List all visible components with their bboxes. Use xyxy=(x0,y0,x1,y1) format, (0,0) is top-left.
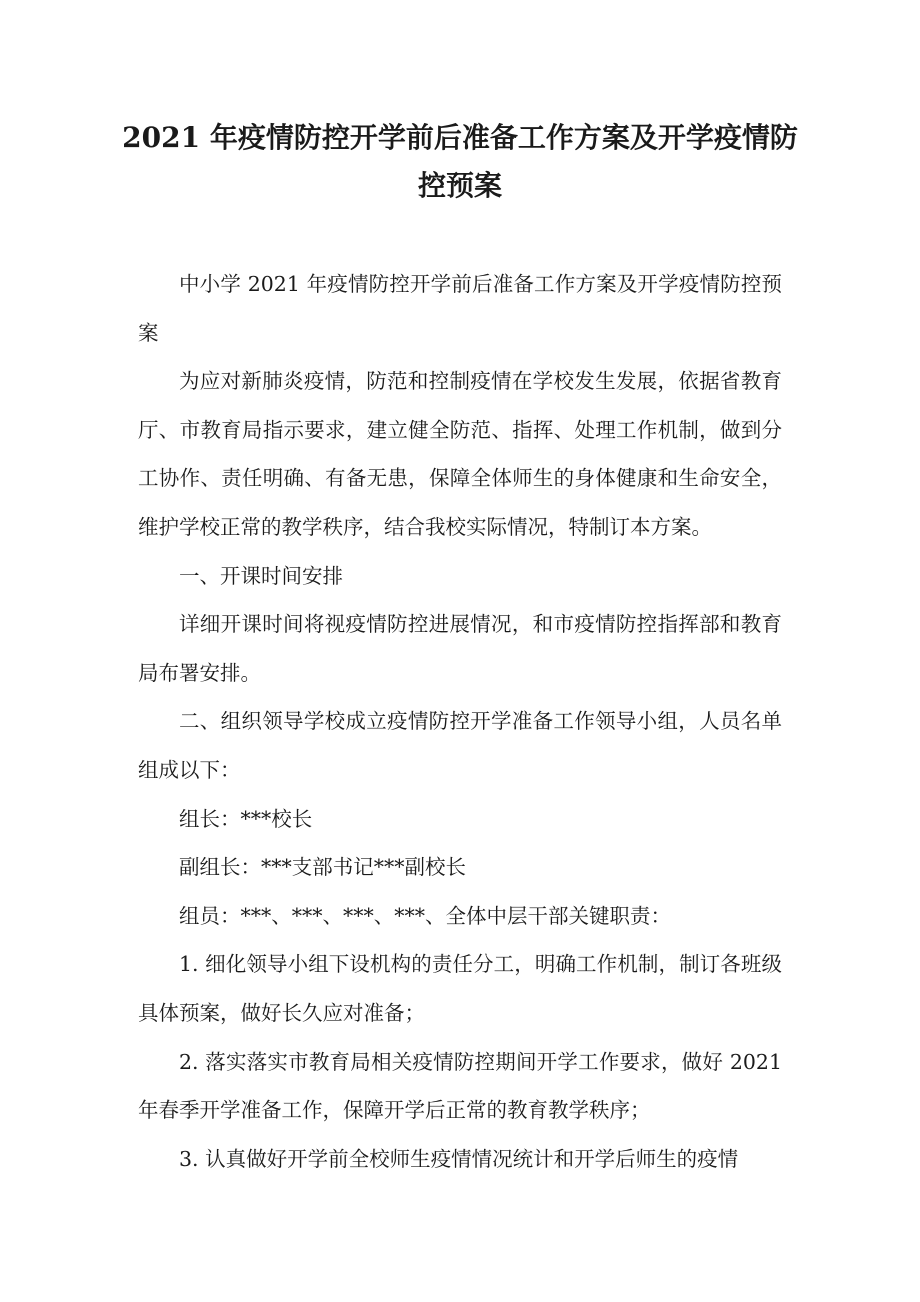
section-heading-schedule: 一、开课时间安排 xyxy=(179,563,343,588)
paragraph-duty-1: 1. 细化领导小组下设机构的责任分工，明确工作机制，制订各班级具体预案，做好长久应对准备； xyxy=(138,952,782,1025)
paragraph-leader: 组长：***校长 xyxy=(179,806,313,831)
paragraph-schedule: 详细开课时间将视疫情防控进展情况，和市疫情防控指挥部和教育局布署安排。 xyxy=(138,612,782,685)
paragraph-members: 组员：***、***、***、***、全体中层干部关键职责： xyxy=(179,903,671,928)
section-heading-organization: 二、组织领导学校成立疫情防控开学准备工作领导小组，人员名单组成以下： xyxy=(138,709,782,782)
paragraph-duty-3: 3. 认真做好开学前全校师生疫情情况统计和开学后师生的疫情 xyxy=(179,1146,739,1171)
paragraph-deputy-leader: 副组长：***支部书记***副校长 xyxy=(179,855,466,880)
paragraph-duty-2: 2. 落实落实市教育局相关疫情防控期间开学工作要求，做好 2021 年春季开学准备工作，保障开学后正常的教育教学秩序； xyxy=(138,1049,782,1123)
paragraph-heading-line: 中小学 2021 年疫情防控开学前后准备工作方案及开学疫情防控预案 xyxy=(138,272,782,345)
document-body xyxy=(138,260,782,1183)
document-title: 2021 年疫情防控开学前后准备工作方案及开学疫情防控预案 xyxy=(122,121,798,202)
paragraph-intro: 为应对新肺炎疫情，防范和控制疫情在学校发生发展，依据省教育厅、市教育局指示要求，建立健全防范、指挥、处理工作机制，做到分工协作、责任明确、有备无患，保障全体师生的身体健康和生命安全，维护学校正常的教学秩序，结合我校实际情况，特制订本方案。 xyxy=(138,369,782,539)
